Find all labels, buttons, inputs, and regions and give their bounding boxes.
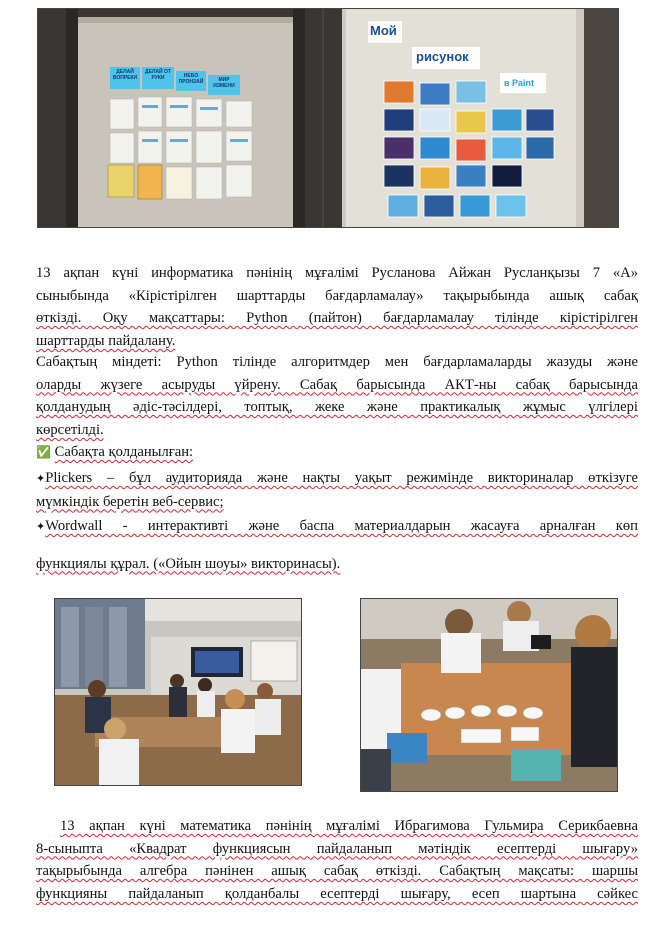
- diamond-bullet-icon: ✦: [36, 473, 46, 485]
- photo-paint-drawings-scene: [324, 9, 618, 227]
- text-line: шарттарды пайдалану.: [36, 332, 176, 349]
- poster-title-word-1: Мой: [370, 23, 397, 38]
- photo-wall-posters-scene: [38, 9, 322, 227]
- text-line: тақырыбында алгебра пәнінен ашық сабақ өткізді. Сабақтың мақсаты: шаршы: [36, 863, 638, 880]
- text-line: функцияны пайдаланып қолданбалы есептерді шығару, есеп шартына сәйкес: [36, 885, 638, 902]
- paragraph-informatics-lesson: [36, 262, 638, 352]
- poster-sign-2: ДЕЛАЙ ОТ РУКИ: [145, 69, 171, 81]
- text-line: 13 ақпан күні информатика пәнінің мұғалімі Русланова Айжан Русланқызы 7 «А»: [36, 265, 638, 281]
- poster-title-word-3: в Paint: [504, 78, 535, 88]
- text-line: функциялы құрал. («Ойын шоуы» викторинасы).: [36, 555, 341, 572]
- text-line: [36, 467, 638, 491]
- paragraph-mathematics-lesson: [36, 815, 638, 905]
- text-line: қолданудың әдіс-тәсілдері, топтық, жеке және практикалық жұмыс үлгілері: [36, 399, 638, 416]
- text-line: оларды жүзеге асыруды үйрену. Сабақ барысында АКТ-ны сабақ барысында: [36, 376, 638, 393]
- text-line: өткізді. Оқу мақсаттары: Python (пайтон) бағдарламалау тілінде кірістірілген: [36, 310, 638, 327]
- photo-students-group-work: [360, 598, 618, 792]
- photo-students-group-work-scene: [361, 599, 617, 791]
- poster-sign-3: НЕБО ПРОНЗАЙ: [178, 73, 204, 85]
- poster-title-word-2: рисунок: [416, 49, 469, 64]
- photo-classroom-screen-scene: [55, 599, 301, 785]
- text-line: сыныбында «Кірістірілген шарттарды бағдарламалау» тақырыбында ашық сабақ: [36, 287, 638, 304]
- poster-sign-1: ДЕЛАЙ ВОПРЕКИ: [112, 69, 138, 81]
- text-line: 8-сыныпта «Квадрат функциясын пайдаланып мәтіндік есептерді шығару»: [36, 840, 638, 857]
- text-line: [36, 515, 638, 539]
- bullet-wordwall: [36, 515, 638, 575]
- bullet-text: Wordwall - интерактивті және баспа материалдарын жасауға арналған көп: [45, 518, 638, 534]
- photo-paint-drawings: [323, 8, 619, 228]
- text-line-content: 13 ақпан күні математика пәнінің мұғалімі Ибрагимова Гульмира Серикбаевна: [60, 818, 638, 834]
- check-mark-icon: ✅: [36, 445, 51, 459]
- paragraph-lesson-objective: [36, 351, 638, 441]
- bullet-text: Plickers – бұл аудиторияда және нақты уақыт режимінде викториналар өткізуге: [45, 470, 638, 486]
- photo-classroom-screen: [54, 598, 302, 786]
- used-tools-heading: [36, 441, 638, 464]
- bullet-plickers: [36, 467, 638, 513]
- diamond-bullet-icon: ✦: [36, 521, 46, 533]
- poster-sign-4: МИР ИЗМЕНИ: [213, 77, 235, 89]
- used-tools-label: Сабақта қолданылған:: [54, 444, 194, 460]
- text-line: мүмкіндік беретін веб-сервис;: [36, 493, 224, 510]
- text-line: [36, 815, 638, 838]
- text-line: көрсетілді.: [36, 421, 104, 438]
- text-line: Сабақтың міндеті: Python тілінде алгоритмдер мен бағдарламаларды жазуды және: [36, 354, 638, 370]
- photo-wall-posters: [37, 8, 323, 228]
